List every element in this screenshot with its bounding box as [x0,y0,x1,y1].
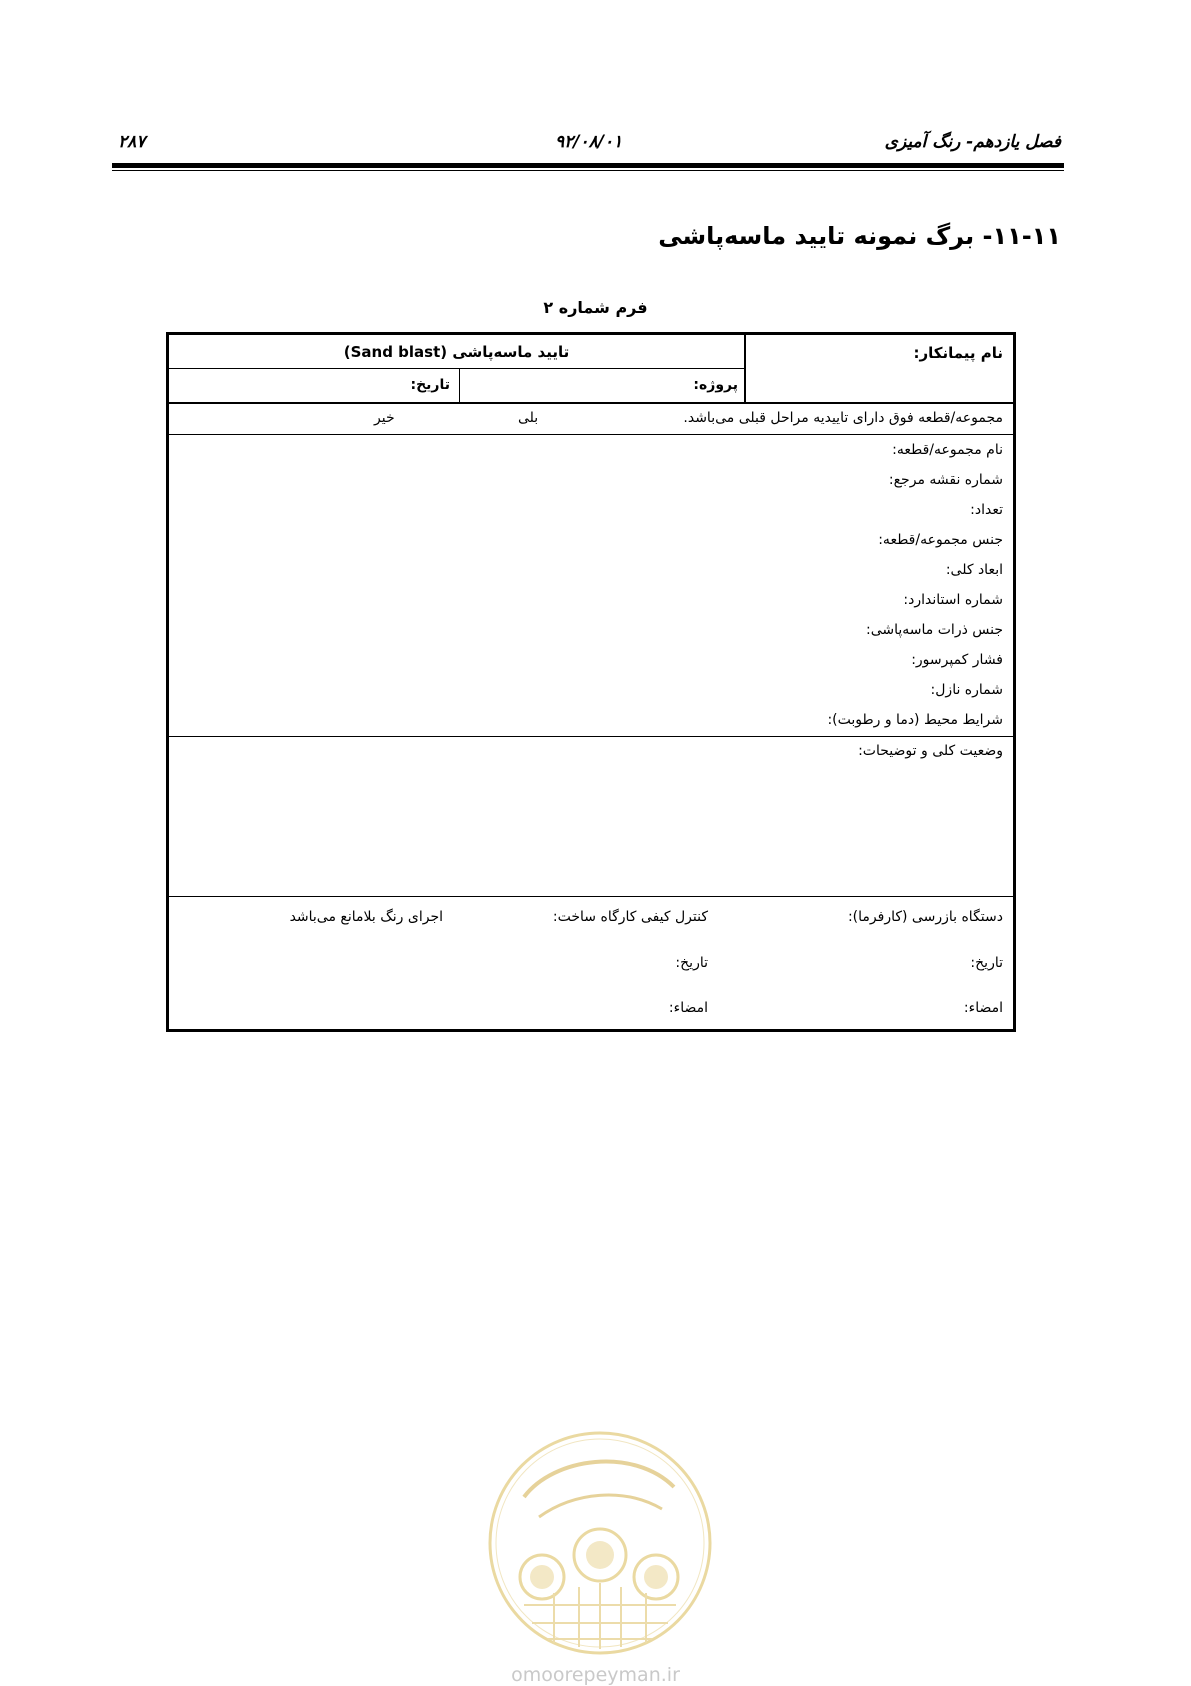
divider-prior-approval [169,434,1013,435]
field-grit-material: جنس ذرات ماسه‌پاشی: [866,622,1003,638]
header-rule [112,163,1064,168]
header-rule-thin [112,170,1064,171]
divider-top-block [169,402,1013,404]
inspector-date-label: تاریخ: [970,955,1003,971]
workshop-date-label: تاریخ: [675,955,708,971]
no-objection-label: اجرای رنگ بلامانع می‌باشد [289,909,443,925]
section-title: ۱۱-۱۱- برگ نمونه تایید ماسه‌پاشی [658,222,1061,250]
divider-project-date [459,368,460,402]
watermark-logo [484,1427,716,1659]
inspector-label: دستگاه بازرسی (کارفرما): [847,909,1003,925]
yes-option: بلی [518,410,539,426]
divider-title-row [169,368,744,369]
field-material: جنس مجموعه/قطعه: [878,532,1003,548]
contractor-label: نام پیمانکار: [913,344,1003,362]
divider-status [169,896,1013,897]
approval-title: تایید ماسه‌پاشی (Sand blast) [343,343,570,361]
general-status-label: وضعیت کلی و توضیحات: [858,743,1003,759]
field-dimensions: ابعاد کلی: [945,562,1003,578]
inspector-sign-label: امضاء: [963,1000,1003,1016]
field-drawing-number: شماره نقشه مرجع: [888,472,1003,488]
divider-contractor [744,335,746,402]
divider-fields [169,736,1013,737]
field-nozzle-number: شماره نازل: [930,682,1003,698]
chapter-title: فصل یازدهم- رنگ آمیزی [884,132,1061,152]
prior-approval-question: مجموعه/قطعه فوق دارای تاییدیه مراحل قبلی می‌باشد. [683,410,1003,426]
approval-form [166,332,1016,1032]
page-number: ۲۸۷ [118,132,146,152]
header-date: ۹۲/۰۸/۰۱ [555,132,623,152]
field-ambient-conditions: شرایط محیط (دما و رطوبت): [827,712,1003,728]
project-label: پروژه: [693,377,738,393]
watermark-url: omoorepeyman.ir [511,1664,680,1686]
field-compressor-pressure: فشار کمپرسور: [911,652,1003,668]
workshop-qc-label: کنترل کیفی کارگاه ساخت: [552,909,708,925]
no-option: خیر [374,410,395,426]
workshop-sign-label: امضاء: [668,1000,708,1016]
field-quantity: تعداد: [970,502,1003,518]
field-standard-number: شماره استاندارد: [903,592,1003,608]
form-number: فرم شماره ۲ [543,298,648,317]
date-label: تاریخ: [410,377,450,393]
field-assembly-name: نام مجموعه/قطعه: [892,442,1003,458]
